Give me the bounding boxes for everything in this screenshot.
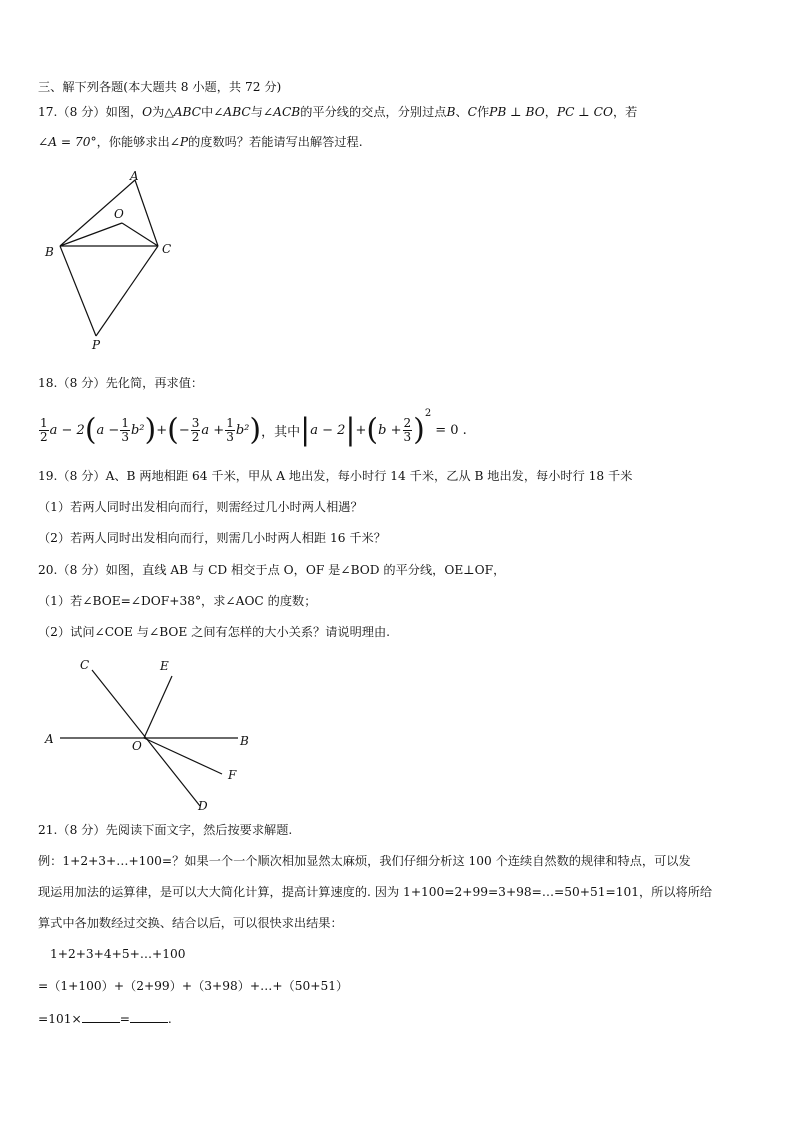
q17-text: 作 (476, 105, 490, 119)
label-F: F (228, 768, 237, 782)
q21-result-prefix: =101× (38, 1012, 82, 1026)
expr-text: = 0 . (435, 423, 467, 438)
numerator: 2 (403, 416, 412, 430)
q17-text: 的度数吗？若能请写出解答过程. (188, 135, 363, 149)
ray-OF (144, 738, 222, 774)
q17-text: 与∠ (250, 105, 274, 119)
expr-term: a + (201, 423, 225, 438)
label-P: P (92, 338, 101, 352)
q17-text: 、 (455, 105, 468, 119)
abs-bar: | (345, 412, 356, 448)
denominator: 3 (121, 430, 129, 444)
label-C: C (162, 242, 172, 256)
q17-text: 的平分线的交点，分别过点 (300, 105, 447, 119)
q17-angle-a: ∠A = 70° (38, 135, 97, 149)
denominator: 3 (226, 430, 234, 444)
q17-text: 为△ (152, 105, 174, 119)
q17-var: O (142, 105, 153, 119)
q19-title: 19.（8 分）A、B 两地相距 64 千米，甲从 A 地出发，每小时行 14 千米，乙从 B 地出发，每小时行 18 千米 (38, 469, 633, 483)
segment-OC (122, 223, 158, 246)
expr-term: b² (235, 423, 250, 438)
q17-text: 17.（8 分）如图， (38, 105, 143, 119)
q17-text: ，你能够求出∠ (96, 135, 180, 149)
fraction (225, 417, 235, 444)
segment-AC (135, 180, 158, 246)
fraction (403, 417, 413, 444)
q18-expression (38, 408, 467, 452)
q17-var: P (179, 135, 189, 149)
expr-term: a − (96, 423, 120, 438)
q21-grouped-line: =（1+100）+（2+99）+（3+98）+…+（50+51） (38, 979, 349, 993)
abs-bar: | (300, 412, 311, 448)
label-A: A (45, 732, 54, 746)
q21-equals: = (119, 1012, 130, 1026)
expr-term: a − 2 (49, 423, 85, 438)
q17-var: ACB (273, 105, 301, 119)
label-D: D (198, 799, 208, 813)
exponent: 2 (424, 408, 432, 419)
expr-term: a − 2 (310, 423, 346, 438)
q17-var: B (446, 105, 456, 119)
answer-blank-1[interactable] (82, 1010, 120, 1023)
segment-BO (60, 223, 122, 246)
q19-part1: （1）若两人同时出发相向而行，则需经过几小时两人相遇？ (38, 500, 363, 514)
segment-BP (60, 246, 96, 336)
ray-OE (144, 676, 172, 738)
q21-text-1: 例：1+2+3+…+100=？如果一个一个顺次相加显然太麻烦，我们仔细分析这 100 个连续自然数的规律和特点，可以发 (38, 854, 691, 868)
denominator: 2 (191, 430, 200, 444)
q20-title: 20.（8 分）如图，直线 AB 与 CD 相交于点 O，OF 是∠BOD 的平分线，OE⊥OF， (38, 563, 506, 577)
q17-var: PB ⊥ BO (489, 105, 545, 119)
q17-var: C (467, 105, 477, 119)
numerator: 1 (40, 416, 48, 430)
q17-text: ， (544, 105, 557, 119)
q17-var: ABC (173, 105, 202, 119)
expr-term: b² (130, 423, 145, 438)
expr-term: b + (378, 423, 402, 438)
segment-CP (96, 246, 158, 336)
q21-result-line (38, 1010, 172, 1027)
expr-text: ，其中 (261, 425, 301, 440)
expr-op: − (178, 423, 190, 438)
paren-open: ( (366, 412, 379, 448)
q18-title: 18.（8 分）先化简，再求值： (38, 376, 204, 390)
numerator: 1 (226, 416, 234, 430)
q20-part1: （1）若∠BOE=∠DOF+38°，求∠AOC 的度数； (38, 594, 317, 608)
q21-text-2: 现运用加法的运算律，是可以大大简化计算，提高计算速度的. 因为 1+100=2+99=3+98=…=50+51=101，所以将所给 (38, 885, 713, 899)
label-E: E (160, 659, 169, 673)
q21-period: . (167, 1012, 172, 1026)
section-heading: 三、解下列各题(本大题共 8 小题，共 72 分) (38, 80, 282, 94)
q17-figure (40, 168, 190, 358)
label-O: O (132, 739, 142, 753)
expr-op: + (156, 423, 168, 438)
q17-var: ABC (223, 105, 251, 119)
label-B: B (45, 245, 54, 259)
label-O: O (114, 207, 124, 221)
q20-figure (40, 652, 270, 817)
expr-op: + (355, 423, 367, 438)
fraction (120, 417, 130, 444)
q21-title: 21.（8 分）先阅读下面文字，然后按要求解题. (38, 823, 293, 837)
label-B: B (240, 734, 249, 748)
q19-part2: （2）若两人同时出发相向而行，则需几小时两人相距 16 千米？ (38, 531, 386, 545)
denominator: 2 (40, 430, 48, 444)
paren-close: ) (144, 412, 157, 448)
q20-part2: （2）试问∠COE 与∠BOE 之间有怎样的大小关系？请说明理由. (38, 625, 391, 639)
q17-line2 (38, 134, 363, 150)
q17-text: ，若 (612, 105, 638, 119)
label-A: A (130, 169, 139, 183)
fraction (191, 417, 201, 444)
numerator: 1 (121, 416, 129, 430)
answer-blank-2[interactable] (130, 1010, 168, 1023)
q17-text: 中∠ (201, 105, 224, 119)
paren-close: ) (249, 412, 262, 448)
paren-open: ( (167, 412, 179, 448)
label-C: C (80, 658, 90, 672)
paren-open: ( (84, 412, 97, 448)
fraction (39, 417, 49, 444)
q17-var: PC ⊥ CO (556, 105, 613, 119)
q21-sum-line: 1+2+3+4+5+…+100 (50, 947, 186, 961)
paren-close: ) (413, 412, 425, 448)
numerator: 3 (191, 416, 200, 430)
q21-text-3: 算式中各加数经过交换、结合以后，可以很快求出结果： (38, 916, 343, 930)
denominator: 3 (403, 430, 412, 444)
q17-line1 (38, 104, 637, 120)
